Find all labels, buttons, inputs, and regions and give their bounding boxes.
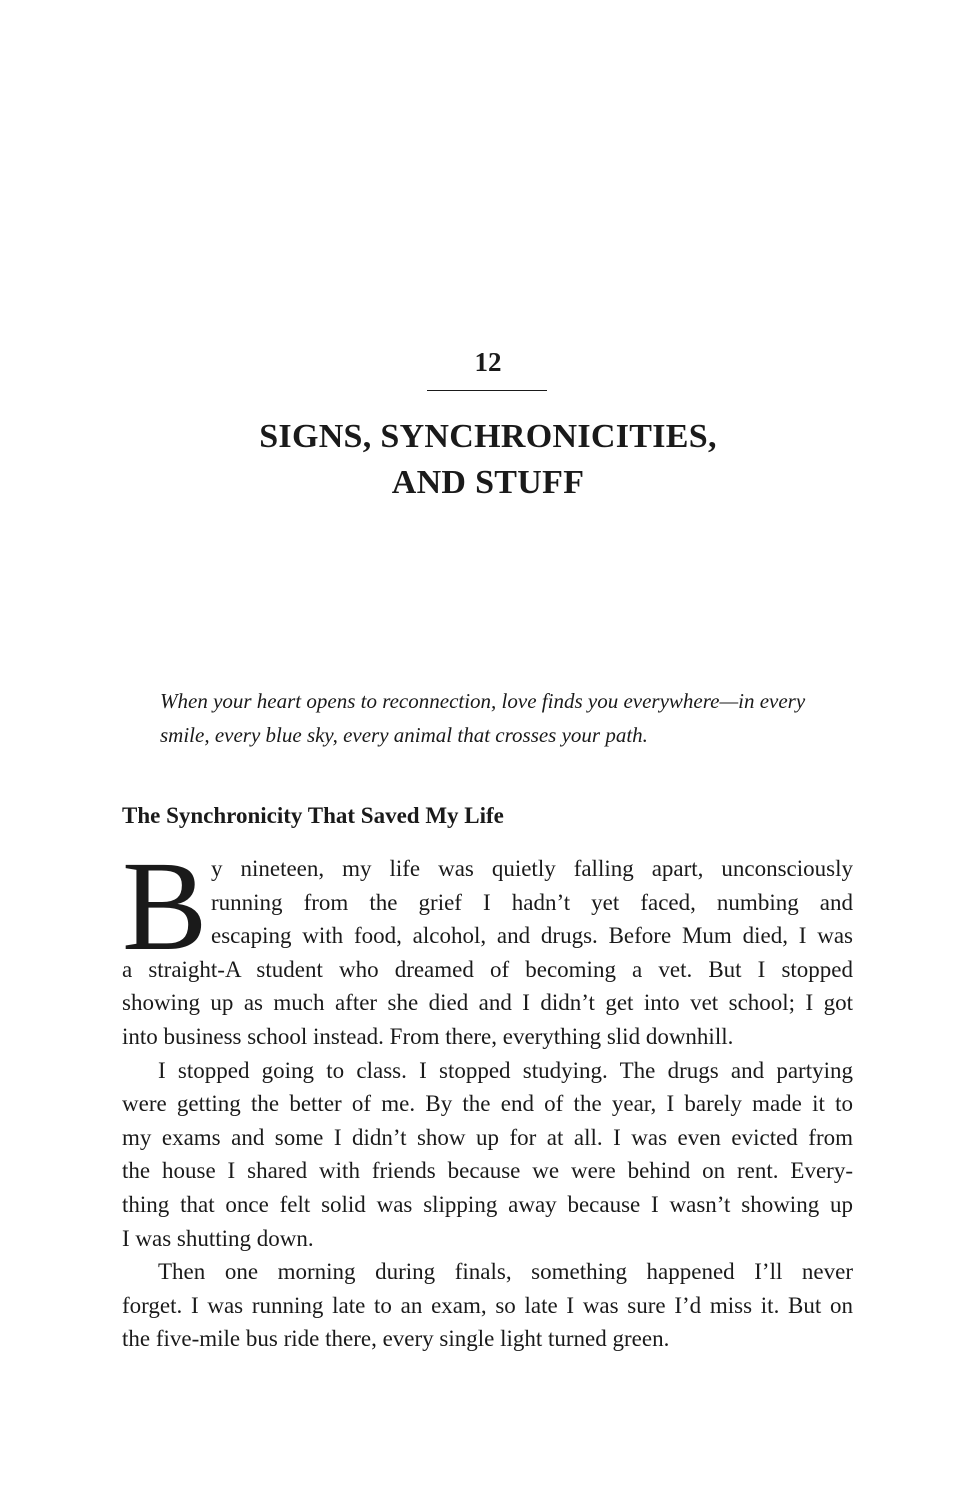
chapter-number: 12: [474, 347, 502, 377]
body-line: forget. I was running late to an exam, so late I was sure I’d miss it. But on: [122, 1292, 853, 1318]
body-line: running from the grief I hadn’t yet faced, numbing and: [211, 889, 853, 915]
epigraph-line: When your heart opens to reconnection, love finds you everywhere—in every: [160, 689, 806, 713]
body-line: y nineteen, my life was quietly falling apart, unconsciously: [211, 856, 853, 881]
body-line: into business school instead. From there, everything slid downhill.: [122, 1023, 734, 1049]
epigraph: [160, 684, 820, 752]
body-line: I stopped going to class. I stopped studying. The drugs and partying: [158, 1057, 853, 1083]
body-line: were getting the better of me. By the end of the year, I barely made it to: [122, 1091, 853, 1117]
body-text: [122, 835, 853, 1356]
body-line: showing up as much after she died and I didn’t get into vet school; I got: [122, 990, 853, 1016]
body-line: escaping with food, alcohol, and drugs. Before Mum died, I was: [211, 923, 853, 949]
chapter-divider: [427, 390, 547, 391]
body-line: the house I shared with friends because we were behind on rent. Every-: [122, 1158, 853, 1184]
epigraph-line: smile, every blue sky, every animal that crosses your path.: [160, 723, 648, 747]
section-heading: The Synchronicity That Saved My Life: [122, 803, 504, 828]
body-line: I was shutting down.: [122, 1225, 314, 1251]
body-line: Then one morning during finals, something happened I’ll never: [158, 1259, 853, 1285]
body-line: thing that once felt solid was slipping away because I wasn’t showing up: [122, 1191, 853, 1217]
chapter-title-line: SIGNS, SYNCHRONICITIES,: [259, 418, 717, 455]
drop-cap: B: [122, 835, 208, 977]
chapter-title: [0, 414, 976, 506]
chapter-title-line: AND STUFF: [391, 464, 585, 501]
body-line: a straight-A student who dreamed of becoming a vet. But I stopped: [122, 956, 853, 982]
body-line: my exams and some I didn’t show up for at all. I was even evicted from: [122, 1124, 853, 1150]
body-line: the five-mile bus ride there, every single light turned green.: [122, 1326, 670, 1352]
